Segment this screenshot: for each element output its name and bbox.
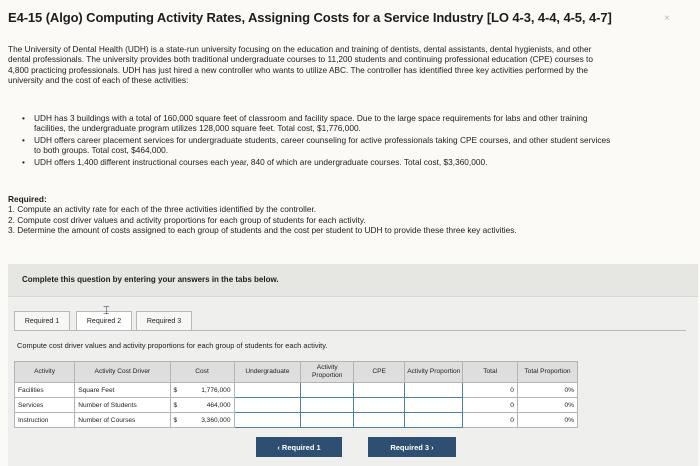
- cost-value: 1,776,000: [201, 386, 231, 394]
- list-item: • UDH has 3 buildings with a total of 160,000 square feet of classroom and facility space. Due to the large space requirements for labs and other training facilities, the undergraduate program utilizes 128,000 square feet. Total cost, $1,776,000.: [22, 113, 612, 134]
- currency-symbol: $: [173, 416, 178, 424]
- cost-cell: [170, 383, 234, 398]
- total-cell: 0: [463, 413, 518, 428]
- next-required-button[interactable]: Required 3 ›: [368, 437, 456, 457]
- cpe-input[interactable]: [354, 383, 405, 398]
- cost-value: 3,360,000: [201, 416, 231, 424]
- activity-list: [22, 113, 612, 168]
- ug-proportion-input[interactable]: [301, 413, 354, 428]
- col-driver: Activity Cost Driver: [75, 362, 170, 383]
- problem-intro: The University of Dental Health (UDH) is a state-run university focusing on the education and training of dentists, dental assistants, dental hygienists, and other dental professionals. The university provides both traditional undergraduate courses to 11,200 students and continuing professional education (CPE) courses to 4,800 practicing professionals. UDH has just hired a new controller who wants to utilize ABC. The controller has identified three key activities performed by the university and the cost of each of these activities:: [8, 44, 593, 86]
- required-item-3: 3. Determine the amount of costs assigned to each group of students and the cost per student to UDH to provide these three key activities.: [8, 225, 517, 236]
- col-activity-proportion-cpe: Activity Proportion: [405, 362, 463, 383]
- close-icon[interactable]: ×: [664, 13, 670, 24]
- total-proportion-cell: 0%: [517, 383, 577, 398]
- list-item: • UDH offers 1,400 different instructional courses each year, 840 of which are undergraduate courses. Total cost, $3,360,000.: [22, 157, 612, 167]
- cpe-input[interactable]: [354, 398, 405, 413]
- required-section: [8, 194, 608, 236]
- col-undergraduate: Undergraduate: [234, 362, 301, 383]
- total-proportion-cell: 0%: [517, 413, 577, 428]
- cpe-input[interactable]: [354, 413, 405, 428]
- undergraduate-input[interactable]: [234, 413, 301, 428]
- driver-cell: Number of Courses: [75, 413, 170, 428]
- col-total-proportion: Total Proportion: [517, 362, 577, 383]
- undergraduate-input[interactable]: [234, 398, 301, 413]
- cpe-proportion-input[interactable]: [405, 398, 463, 413]
- page-title: E4-15 (Algo) Computing Activity Rates, Assigning Costs for a Service Industry [LO 4-3, 4-4, 4-5, 4-7]: [8, 10, 612, 25]
- driver-cell: Number of Students: [75, 398, 170, 413]
- required-item-2: 2. Compute cost driver values and activity proportions for each group of students for each activity.: [8, 214, 366, 225]
- required-heading: Required:: [8, 194, 47, 204]
- col-activity: Activity: [15, 362, 75, 383]
- total-cell: 0: [463, 383, 518, 398]
- answer-table: [14, 361, 578, 428]
- tab-required-2[interactable]: Required 2: [76, 311, 132, 331]
- total-cell: 0: [463, 398, 518, 413]
- driver-cell: Square Feet: [75, 383, 170, 398]
- ug-proportion-input[interactable]: [301, 383, 354, 398]
- col-cpe: CPE: [354, 362, 405, 383]
- required-item-1: 1. Compute an activity rate for each of the three activities identified by the controller.: [8, 204, 317, 215]
- cost-cell: [170, 398, 234, 413]
- tab-required-1[interactable]: Required 1: [14, 311, 70, 331]
- col-cost: Cost: [170, 362, 234, 383]
- list-item: • UDH offers career placement services for undergraduate students, career counseling for active professionals taking CPE courses, and other student services to both groups. Total cost, $464,000.: [22, 135, 612, 156]
- table-row: [15, 398, 578, 413]
- cost-value: 464,000: [206, 401, 231, 409]
- instruction-text: Compute cost driver values and activity proportions for each group of students for each activity.: [17, 341, 328, 350]
- tab-underline: [14, 330, 686, 331]
- activity-cell: Instruction: [15, 413, 75, 428]
- col-total: Total: [463, 362, 518, 383]
- prev-required-button[interactable]: ‹ Required 1: [256, 437, 342, 457]
- tab-required-3[interactable]: Required 3: [136, 311, 192, 331]
- table-header-row: [15, 362, 578, 383]
- currency-symbol: $: [173, 386, 178, 394]
- cpe-proportion-input[interactable]: [405, 413, 463, 428]
- text-cursor-icon: ⌶: [103, 305, 110, 317]
- total-proportion-cell: 0%: [517, 398, 577, 413]
- panel-header: [8, 264, 698, 297]
- col-activity-proportion-ug: Activity Proportion: [301, 362, 354, 383]
- cost-cell: [170, 413, 234, 428]
- undergraduate-input[interactable]: [234, 383, 301, 398]
- table-row: [15, 383, 578, 398]
- ug-proportion-input[interactable]: [301, 398, 354, 413]
- cpe-proportion-input[interactable]: [405, 383, 463, 398]
- table-row: [15, 413, 578, 428]
- activity-cell: Services: [15, 398, 75, 413]
- currency-symbol: $: [173, 401, 178, 409]
- panel-header-text: Complete this question by entering your answers in the tabs below.: [22, 275, 279, 284]
- activity-cell: Facilities: [15, 383, 75, 398]
